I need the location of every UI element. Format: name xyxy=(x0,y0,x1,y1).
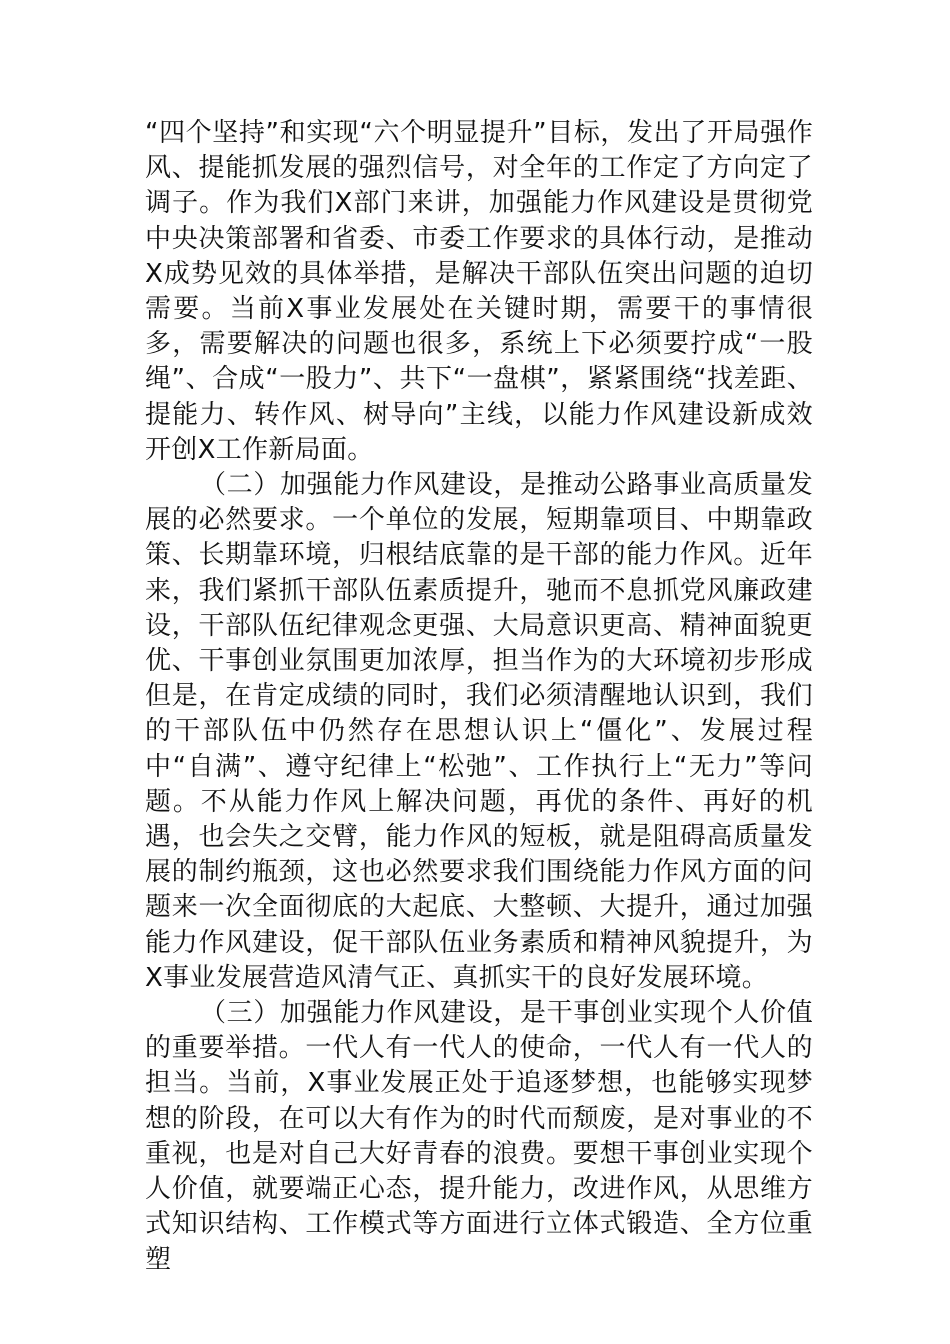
document-body xyxy=(145,116,813,1278)
paragraph-section-three: （三）加强能力作风建设，是干事创业实现个人价值的重要举措。一代人有一代人的使命，一代人有一代人的担当。当前，X事业发展正处于追逐梦想，也能够实现梦想的阶段，在可以大有作为的时代而颓废，是对事业的不重视，也是对自己大好青春的浪费。要想干事创业实现个人价值，就要端正心态，提升能力，改进作风，从思维方式知识结构、工作模式等方面进行立体式锻造、全方位重塑 xyxy=(145,998,813,1275)
paragraph-continuation: “四个坚持”和实现“六个明显提升”目标，发出了开局强作风、提能抓发展的强烈信号，对全年的工作定了方向定了调子。作为我们X部门来讲，加强能力作风建设是贯彻党中央决策部署和省委、市委工作要求的具体行动，是推动X成势见效的具体举措，是解决干部队伍突出问题的迫切需要。当前X事业发展处在关键时期，需要干的事情很多，需要解决的问题也很多，系统上下必须要拧成“一股绳”、合成“一股力”、共下“一盘棋”，紧紧围绕“找差距、提能力、转作风、树导向”主线，以能力作风建设新成效开创X工作新局面。 xyxy=(145,118,813,465)
paragraph-section-two: （二）加强能力作风建设，是推动公路事业高质量发展的必然要求。一个单位的发展，短期靠项目、中期靠政策、长期靠环境，归根结底靠的是干部的能力作风。近年来，我们紧抓干部队伍素质提升，驰而不息抓党风廉政建设，干部队伍纪律观念更强、大局意识更高、精神面貌更优、干事创业氛围更加浓厚，担当作为的大环境初步形成但是，在肯定成绩的同时，我们必须清醒地认识到，我们的干部队伍中仍然存在思想认识上“僵化”、发展过程中“自满”、遵守纪律上“松弛”、工作执行上“无力”等问题。不从能力作风上解决问题，再优的条件、再好的机遇，也会失之交臂，能力作风的短板，就是阻碍高质量发展的制约瓶颈，这也必然要求我们围绕能力作风方面的问题来一次全面彻底的大起底、大整顿、大提升，通过加强能力作风建设，促干部队伍业务素质和精神风貌提升，为X事业发展营造风清气正、真抓实干的良好发展环境。 xyxy=(145,470,813,993)
